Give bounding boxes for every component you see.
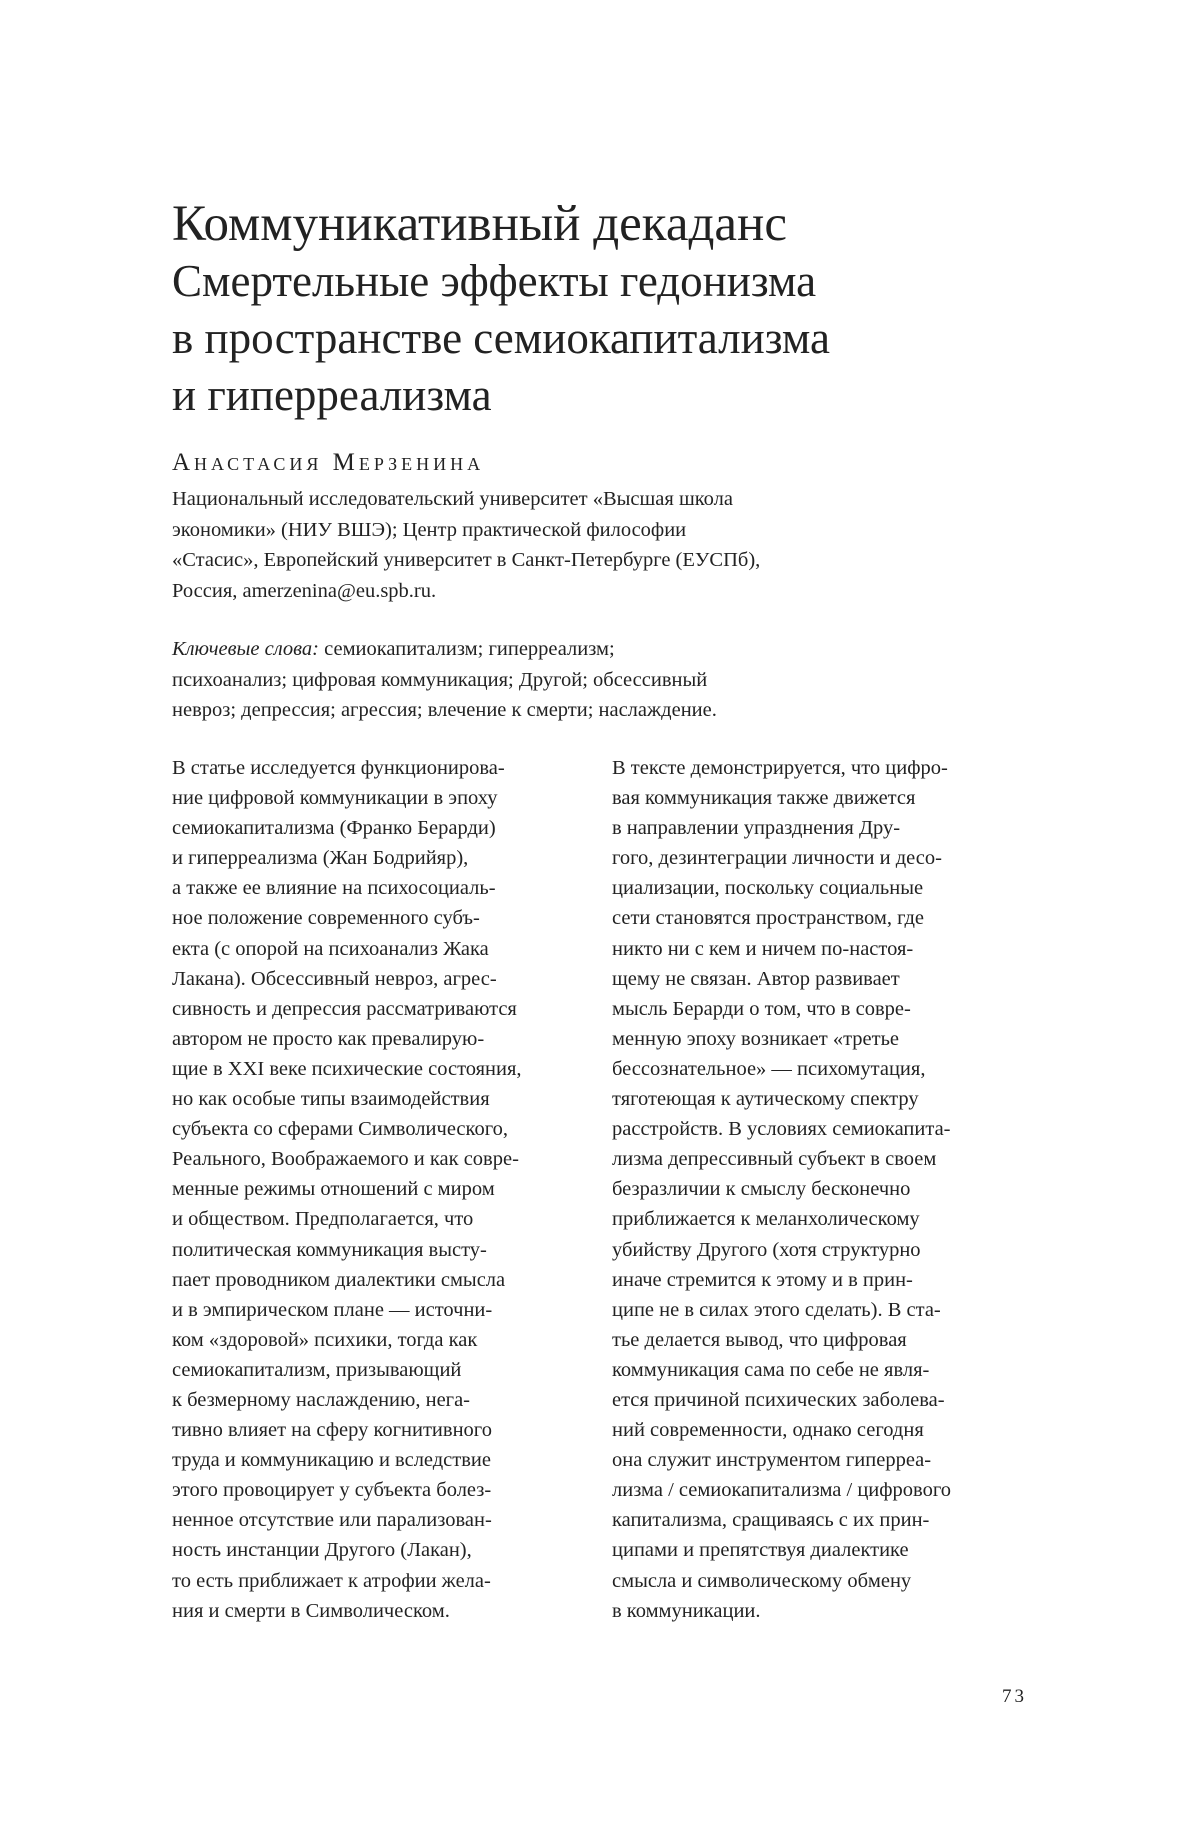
abstract-line: ний современности, однако сегодня [612, 1419, 924, 1442]
keywords-line: психоанализ; цифровая коммуникация; Другой; обсессивный [172, 668, 708, 691]
abstract-line: пает проводником диалектики смысла [172, 1268, 506, 1291]
abstract-line: и гиперреализма (Жан Бодрийяр), [172, 847, 469, 870]
article-title [172, 196, 1072, 424]
keywords-label: Ключевые слова: [172, 638, 319, 660]
abstract-line: расстройств. В условиях семиокапита- [612, 1118, 951, 1141]
abstract-line: ципе не в силах этого сделать). В ста- [612, 1298, 941, 1321]
abstract-line: ципами и препятствуя диалектике [612, 1539, 909, 1562]
abstract-line: менную эпоху возникает «третье [612, 1027, 900, 1050]
abstract-line: екта (с опорой на психоанализ Жака [172, 937, 489, 960]
abstract-line: безразличии к смыслу бесконечно [612, 1178, 911, 1201]
affiliation-line: «Стасис», Европейский университет в Санкт-Петербурге (ЕУСПб), [172, 549, 761, 571]
abstract-line: менные режимы отношений с миром [172, 1178, 495, 1201]
abstract-line: субъекта со сферами Символического, [172, 1118, 508, 1141]
abstract-line: в направлении упразднения Дру- [612, 817, 901, 840]
abstract-line: труда и коммуникацию и вследствие [172, 1449, 491, 1472]
abstract-line: семиокапитализм, призывающий [172, 1358, 462, 1381]
abstract-line: а также ее влияние на психосоциаль- [172, 877, 496, 900]
abstract-line: капитализма, сращиваясь с их прин- [612, 1509, 930, 1532]
abstract-line: и обществом. Предполагается, что [172, 1208, 474, 1231]
abstract-line: циализации, поскольку социальные [612, 877, 924, 900]
abstract-line: мысль Берарди о том, что в совре- [612, 997, 911, 1020]
abstract-line: семиокапитализма (Франко Берарди) [172, 817, 496, 840]
abstract-line: и в эмпирическом плане — источни- [172, 1298, 493, 1321]
abstract-line: вая коммуникация также движется [612, 787, 916, 810]
abstract-line: иначе стремится к этому и в прин- [612, 1268, 913, 1291]
abstract-line: тье делается вывод, что цифровая [612, 1328, 907, 1351]
abstract-line: приближается к меланхолическому [612, 1208, 920, 1231]
subtitle-line: и гиперреализма [172, 370, 492, 420]
abstract-line: но как особые типы взаимодействия [172, 1088, 490, 1111]
abstract-line: в коммуникации. [612, 1599, 761, 1622]
abstract-line: то есть приближает к атрофии жела- [172, 1569, 491, 1592]
abstract-line: убийству Другого (хотя структурно [612, 1238, 921, 1261]
abstract-line: Реального, Воображаемого и как совре- [172, 1148, 519, 1171]
abstract-line: ное положение современного субъ- [172, 907, 480, 930]
abstract-line: щему не связан. Автор развивает [612, 967, 900, 990]
abstract-line: тяготеющая к аутическому спектру [612, 1088, 919, 1111]
page-number: 73 [1002, 1686, 1027, 1707]
affiliation-line: экономики» (НИУ ВШЭ); Центр практической философии [172, 518, 687, 541]
abstract-left-column [172, 753, 612, 1626]
abstract-line: Лакана). Обсессивный невроз, агрес- [172, 967, 497, 990]
abstract-line: автором не просто как превалирую- [172, 1027, 485, 1050]
keywords-line: невроз; депрессия; агрессия; влечение к смерти; наслаждение. [172, 699, 717, 721]
abstract-line: ется причиной психических заболева- [612, 1388, 945, 1411]
author-affiliation [172, 484, 912, 606]
abstract-line: ния и смерти в Символическом. [172, 1599, 450, 1622]
abstract-line: она служит инструментом гиперреа- [612, 1449, 932, 1472]
keywords-block [172, 634, 912, 726]
abstract-line: В тексте демонстрируется, что цифро- [612, 757, 948, 779]
abstract-line: смысла и символическому обмену [612, 1569, 912, 1592]
abstract-line: щие в XXI веке психические состояния, [172, 1057, 522, 1080]
abstract-line: коммуникация сама по себе не явля- [612, 1358, 930, 1381]
abstract-line: гого, дезинтеграции личности и десо- [612, 847, 942, 870]
abstract-line: политическая коммуникация высту- [172, 1238, 487, 1261]
abstract-line: ность инстанции Другого (Лакан), [172, 1539, 472, 1562]
subtitle-line: в пространстве семиокапитализма [172, 313, 830, 363]
abstract-line: сивность и депрессия рассматриваются [172, 997, 517, 1020]
abstract-line: ком «здоровой» психики, тогда как [172, 1328, 478, 1351]
keywords-line [172, 634, 912, 665]
affiliation-line: Национальный исследовательский университет «Высшая школа [172, 488, 733, 510]
abstract-line: сети становятся пространством, где [612, 907, 925, 930]
abstract-line: к безмерному наслаждению, нега- [172, 1388, 471, 1411]
abstract-right-column [612, 753, 1052, 1626]
abstract-line: ненное отсутствие или парализован- [172, 1509, 492, 1532]
affiliation-line: Россия, amerzenina@eu.spb.ru. [172, 579, 437, 602]
abstract-line: никто ни с кем и ничем по-настоя- [612, 937, 914, 960]
keywords-text: семиокапитализм; гиперреализм; [319, 638, 615, 660]
abstract-line: бессознательное» — психомутация, [612, 1057, 926, 1080]
abstract-line: этого провоцирует у субъекта болез- [172, 1479, 492, 1502]
abstract-line: В статье исследуется функционирова- [172, 757, 505, 779]
abstract-line: тивно влияет на сферу когнитивного [172, 1419, 492, 1442]
subtitle-line: Смертельные эффекты гедонизма [172, 256, 817, 306]
title-main: Коммуникативный декаданс [172, 196, 787, 252]
abstract-line: лизма депрессивный субъект в своем [612, 1148, 937, 1171]
abstract-line: ние цифровой коммуникации в эпоху [172, 787, 498, 810]
author-name: Анастасия Мерзенина [172, 449, 485, 476]
abstract-line: лизма / семиокапитализма / цифрового [612, 1479, 951, 1502]
